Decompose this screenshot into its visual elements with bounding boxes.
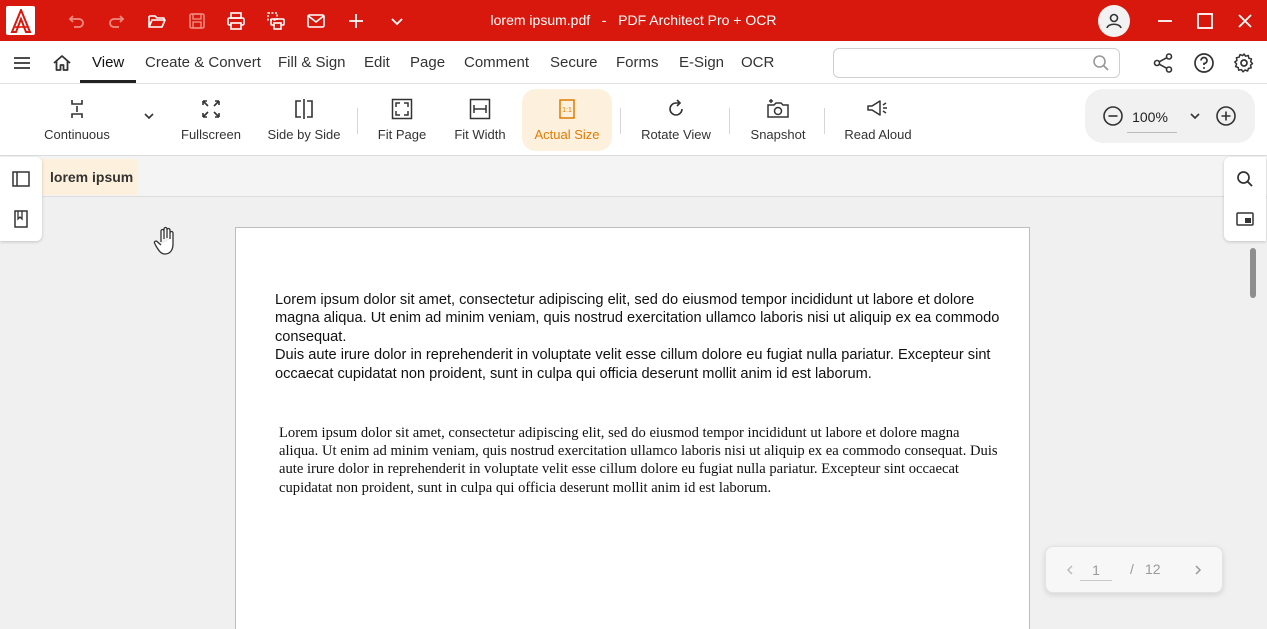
tab-esign[interactable]: E-Sign xyxy=(679,54,725,71)
title-separator: - xyxy=(601,12,607,28)
search-input[interactable] xyxy=(833,48,1120,78)
actual-size-icon xyxy=(556,98,578,120)
tab-secure[interactable]: Secure xyxy=(550,54,598,71)
side-by-side-button[interactable] xyxy=(262,89,346,151)
chevron-left-icon xyxy=(1064,564,1076,576)
picture-in-picture-icon xyxy=(1235,209,1255,229)
close-button[interactable] xyxy=(1225,0,1265,41)
zoom-input-underline xyxy=(1127,132,1177,133)
document-tab-strip xyxy=(0,156,1267,197)
thumbnails-panel-button[interactable] xyxy=(0,159,42,199)
avatar[interactable] xyxy=(1098,5,1130,37)
left-side-panel xyxy=(0,157,42,241)
snapshot-label: Snapshot xyxy=(750,127,806,142)
zoom-dropdown-button[interactable] xyxy=(1186,107,1204,125)
fullscreen-icon xyxy=(200,98,222,120)
minimize-icon xyxy=(1156,12,1174,30)
pdf-architect-logo-icon xyxy=(10,9,32,33)
page-navigator xyxy=(1045,546,1223,593)
hand-cursor-icon xyxy=(152,225,182,257)
scrollbar-thumb[interactable] xyxy=(1250,248,1256,298)
properties-panel-button[interactable] xyxy=(1224,199,1266,239)
add-button[interactable] xyxy=(336,0,376,41)
minimize-button[interactable] xyxy=(1145,0,1185,41)
zoom-level[interactable]: 100% xyxy=(1132,109,1168,125)
redo-button[interactable] xyxy=(97,0,137,41)
vertical-scrollbar[interactable] xyxy=(1244,245,1258,629)
toolbar-divider xyxy=(620,108,621,134)
open-folder-icon xyxy=(147,11,167,31)
maximize-icon xyxy=(1196,12,1214,30)
page-text-block xyxy=(275,291,1010,383)
menu-bar xyxy=(0,41,1267,84)
continuous-button[interactable] xyxy=(36,89,118,151)
chevron-right-icon xyxy=(1192,564,1204,576)
fit-page-icon xyxy=(391,98,413,120)
open-button[interactable] xyxy=(137,0,177,41)
email-button[interactable] xyxy=(296,0,336,41)
fit-page-button[interactable] xyxy=(370,89,434,151)
undo-button[interactable] xyxy=(56,0,96,41)
zoom-control xyxy=(1085,89,1255,143)
tab-create-convert[interactable]: Create & Convert xyxy=(145,54,261,71)
page-total: 12 xyxy=(1145,561,1161,577)
app-name: PDF Architect Pro + OCR xyxy=(618,12,777,28)
toolbar-divider xyxy=(824,108,825,134)
fit-width-label: Fit Width xyxy=(454,127,506,142)
next-page-button[interactable] xyxy=(1188,560,1208,580)
tab-view[interactable]: View xyxy=(92,41,124,84)
page-number-input[interactable] xyxy=(1080,559,1112,581)
continuous-icon xyxy=(66,98,88,120)
sidebar-panel-icon xyxy=(11,169,31,189)
read-aloud-label: Read Aloud xyxy=(844,127,912,142)
save-icon xyxy=(187,11,207,31)
search-icon xyxy=(1235,169,1255,189)
continuous-label: Continuous xyxy=(44,127,110,142)
tab-fill-sign[interactable]: Fill & Sign xyxy=(278,54,346,71)
zoom-out-icon xyxy=(1102,105,1124,127)
redo-icon xyxy=(107,11,127,31)
bookmarks-panel-button[interactable] xyxy=(0,199,42,239)
fit-width-icon xyxy=(469,98,491,120)
search-button[interactable] xyxy=(1090,52,1112,74)
view-toolbar xyxy=(0,84,1267,156)
tab-comment[interactable]: Comment xyxy=(464,54,530,71)
bookmark-icon xyxy=(11,209,31,229)
scan-print-icon xyxy=(266,11,286,31)
search-icon xyxy=(1092,54,1110,72)
toolbar-divider xyxy=(729,108,730,134)
side-by-side-label: Side by Side xyxy=(267,127,341,142)
svg-text:1:1: 1:1 xyxy=(562,107,572,114)
share-button[interactable] xyxy=(1147,47,1179,79)
email-icon xyxy=(306,11,326,31)
user-icon xyxy=(1104,11,1124,31)
paragraph: Lorem ipsum dolor sit amet, consectetur adipiscing elit, sed do eiusmod tempor incididunt ut labore et dolore magna aliqua. Ut enim ad minim veniam, quis nostrud exercitation ullamco laboris nisi ut aliquip ex ea commodo consequat. xyxy=(275,292,1000,345)
close-icon xyxy=(1236,12,1254,30)
snapshot-icon xyxy=(766,98,790,120)
hamburger-menu-button[interactable] xyxy=(2,41,42,84)
title-bar xyxy=(0,0,1267,41)
previous-page-button[interactable] xyxy=(1060,560,1080,580)
zoom-out-button[interactable] xyxy=(1099,102,1127,130)
fit-width-button[interactable] xyxy=(446,89,514,151)
add-icon xyxy=(346,11,366,31)
rotate-view-label: Rotate View xyxy=(641,127,711,142)
settings-button[interactable] xyxy=(1228,47,1260,79)
save-button[interactable] xyxy=(177,0,217,41)
snapshot-button[interactable] xyxy=(742,89,814,151)
chevron-down-icon xyxy=(387,11,407,31)
find-panel-button[interactable] xyxy=(1224,159,1266,199)
actual-size-label: Actual Size xyxy=(534,127,600,142)
customize-quick-access-button[interactable] xyxy=(377,0,417,41)
paragraph: Lorem ipsum dolor sit amet, consectetur adipiscing elit, sed do eiusmod tempor incididunt ut labore et dolore magna aliqua. Ut enim ad minim veniam, quis nostrud exercitation ullamco laboris nisi ut aliquip ex ea commodo consequat. Duis aute irure dolor in reprehenderit in voluptate velit esse cillum dolore eu fugiat nulla pariatur. Excepteur sint occaecat cupidatat non proident, sunt in culpa qui officia deserunt mollit anim id est laborum. xyxy=(279,425,998,496)
zoom-in-button[interactable] xyxy=(1212,102,1240,130)
rotate-icon xyxy=(665,98,687,120)
maximize-button[interactable] xyxy=(1185,0,1225,41)
rotate-view-button[interactable] xyxy=(634,89,718,151)
scan-print-button[interactable] xyxy=(256,0,296,41)
tab-forms[interactable]: Forms xyxy=(616,54,659,71)
fullscreen-label: Fullscreen xyxy=(181,127,241,142)
document-filename: lorem ipsum.pdf xyxy=(490,12,591,28)
print-button[interactable] xyxy=(216,0,256,41)
print-icon xyxy=(226,11,246,31)
side-by-side-icon xyxy=(293,98,315,120)
document-tab[interactable]: lorem ipsum xyxy=(42,159,137,195)
tab-page[interactable]: Page xyxy=(410,54,446,71)
chevron-down-icon xyxy=(142,109,156,123)
read-aloud-button[interactable] xyxy=(838,89,918,151)
toolbar-divider xyxy=(357,108,358,134)
home-button[interactable] xyxy=(42,41,82,84)
home-icon xyxy=(52,53,72,73)
chevron-down-icon xyxy=(1188,109,1202,123)
pdf-page[interactable] xyxy=(235,227,1030,629)
help-button[interactable] xyxy=(1188,47,1220,79)
fullscreen-button[interactable] xyxy=(172,89,250,151)
page-layout-dropdown[interactable] xyxy=(138,89,160,151)
page-separator: / xyxy=(1130,561,1134,577)
app-logo[interactable] xyxy=(6,6,35,35)
zoom-in-icon xyxy=(1215,105,1237,127)
paragraph: Duis aute irure dolor in reprehenderit in voluptate velit esse cillum dolore eu fugiat nulla pariatur. Excepteur sint occaecat cupidatat non proident, sunt in culpa qui officia deserunt mollit anim id est laborum. xyxy=(275,347,991,382)
fit-page-label: Fit Page xyxy=(377,127,427,142)
hamburger-icon xyxy=(12,53,32,73)
tab-ocr[interactable]: OCR xyxy=(741,54,775,71)
tab-edit[interactable]: Edit xyxy=(364,54,390,71)
undo-icon xyxy=(66,11,86,31)
actual-size-button[interactable] xyxy=(522,89,612,151)
share-icon xyxy=(1152,52,1174,74)
help-icon xyxy=(1193,52,1215,74)
right-side-panel xyxy=(1224,157,1266,241)
read-aloud-icon xyxy=(866,98,890,120)
settings-icon xyxy=(1233,52,1255,74)
